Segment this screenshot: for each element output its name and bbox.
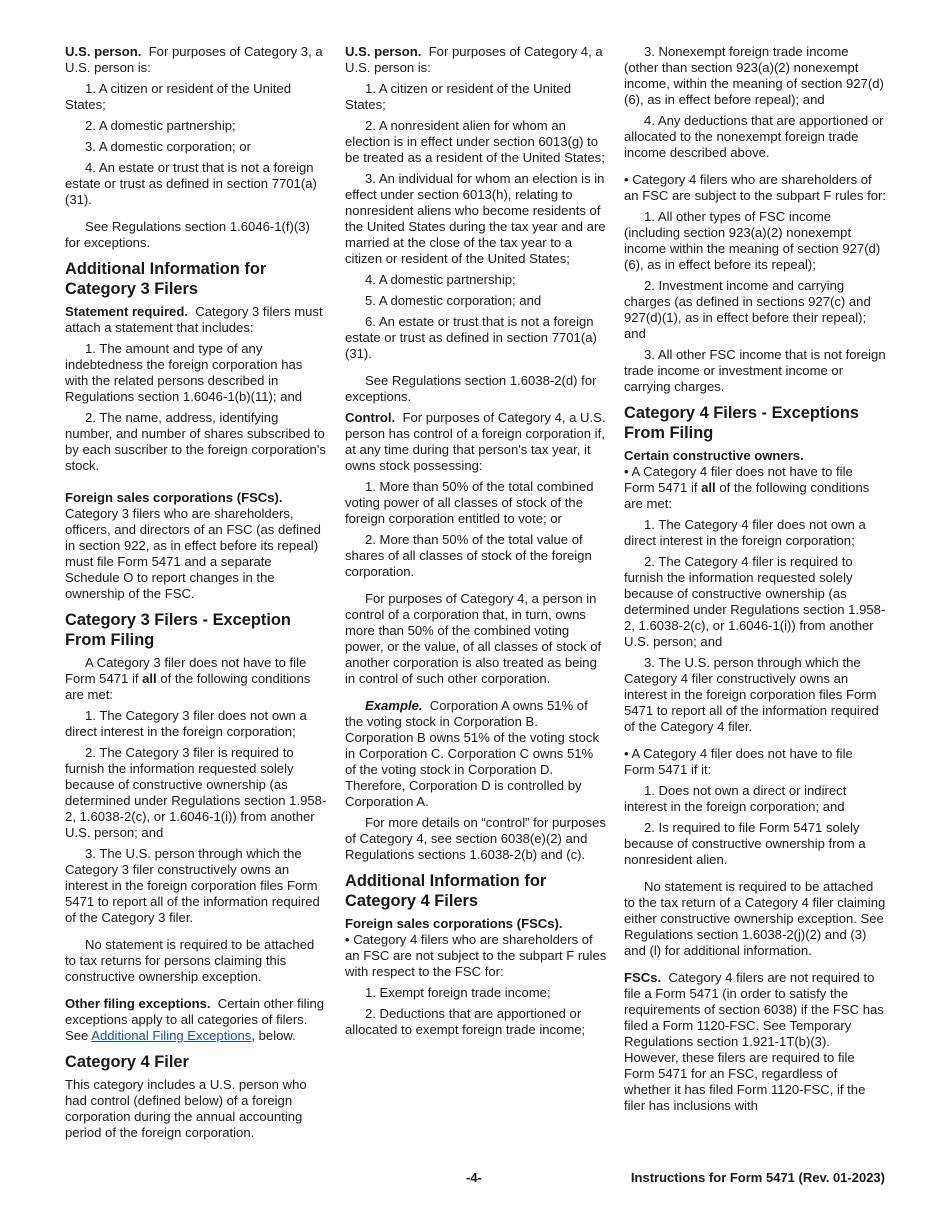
paragraph-us-person-cat3 xyxy=(65,44,327,76)
list-item: 2. The Category 3 filer is required to furnish the information requested solely because of constructive ownership (as determined under Regulations section 1.958-2, 1.6038-2(c), or 1.6046-1(i)) from another U.S. person; and xyxy=(65,745,327,840)
paragraph-us-person-cat4 xyxy=(345,44,607,76)
lead-us-person: U.S. person. xyxy=(65,44,142,59)
text-exc-intro-bold: all xyxy=(142,671,157,686)
list-item: 6. An estate or trust that is not a foreign estate or trust as defined in section 7701(a)(31). xyxy=(345,314,597,361)
list-item: 1. More than 50% of the total combined voting power of all classes of stock of the foreign corporation entitled to vote; or xyxy=(345,479,594,526)
list-item: 2. More than 50% of the total value of shares of all classes of stock of the foreign corporation. xyxy=(345,532,592,579)
paragraph-statement-required xyxy=(65,304,327,336)
list-item: 3. A domestic corporation; or xyxy=(85,139,251,154)
paragraph-purposes: For purposes of Category 4, a person in control of a corporation that, in turn, owns more than 50% of the combined voting power, or the value, of all classes of stock of another corporation is also treated as being in control of such other corporation. xyxy=(345,591,602,686)
lead-us-person: U.S. person. xyxy=(345,44,422,59)
paragraph-cco-bullet xyxy=(624,464,886,512)
text-fscs: Category 4 filers are not required to file a Form 5471 (in order to satisfy the requirements of section 6038) if the FSC has filed a Form 1120-FSC. See Temporary Regulations section 1.921-1T(b)(3). However, these filers are required to file Form 5471 for an FSC, regardless of whether it has filed Form 1120-FSC, if the filer has inclusions with xyxy=(624,970,884,1113)
list-item: 1. The Category 4 filer does not own a direct interest in the foreign corporation; xyxy=(624,517,866,548)
list-item: 2. A domestic partnership; xyxy=(85,118,236,133)
text-cco-b: of the following conditions are met: xyxy=(624,480,870,511)
lead-other-exceptions: Other filing exceptions. xyxy=(65,996,211,1011)
list-item: 1. A citizen or resident of the United States; xyxy=(65,81,291,112)
text-us-person: For purposes of Category 3, a U.S. person is: xyxy=(65,44,323,75)
text-cco-bold: all xyxy=(701,480,716,495)
lead-example: Example. xyxy=(365,698,423,713)
column-3 xyxy=(624,44,886,1119)
paragraph-example xyxy=(345,698,607,810)
list-item: 1. The Category 3 filer does not own a direct interest in the foreign corporation; xyxy=(65,708,307,739)
lead-fscs: FSCs. xyxy=(624,970,662,985)
list-item: 5. A domestic corporation; and xyxy=(365,293,542,308)
paragraph-fsc-cat3: Category 3 filers who are shareholders, officers, and directors of an FSC (as defined in section 922, as in effect before its repeal) must file Form 5471 and a separate Schedule O to report changes in the ownership of the FSC. xyxy=(65,506,321,601)
list-item: 1. The amount and type of any indebtedness the foreign corporation has with the related persons described in Regulations section 1.6046-1(b)(11); and xyxy=(65,341,303,404)
paragraph-bullet-subpart-f: • Category 4 filers who are shareholders of an FSC are subject to the subpart F rules for: xyxy=(624,172,886,203)
paragraph-no-statement-cat3: No statement is required to be attached to tax returns for persons claiming this constructive ownership exception. xyxy=(65,937,315,984)
paragraph-category-4-filer: This category includes a U.S. person who had control (defined below) of a foreign corporation during the annual accounting period of the foreign corporation. xyxy=(65,1077,307,1140)
paragraph-more-details: For more details on “control” for purposes of Category 4, see section 6038(e)(2) and Regulations sections 1.6038-2(b) and (c). xyxy=(345,815,606,862)
heading-category-4-filer: Category 4 Filer xyxy=(65,1053,189,1071)
lead-fsc-cat4: Foreign sales corporations (FSCs). xyxy=(345,916,563,931)
link-additional-filing-exceptions[interactable]: Additional Filing Exceptions xyxy=(91,1028,252,1043)
text-statement-required: Category 3 filers must attach a statement that includes: xyxy=(65,304,323,335)
paragraph-fsc-bullet: • Category 4 filers who are shareholders of an FSC are not subject to the subpart F rules with respect to the FSC for: xyxy=(345,932,607,979)
paragraph-other-exceptions xyxy=(65,996,327,1044)
text-other-b: , below. xyxy=(251,1028,296,1043)
list-item: 2. The Category 4 filer is required to furnish the information requested solely because of constructive ownership (as determined under Regulations section 1.958-2, 1.6038-2(c), or 1.6046-1(i)) from another U.S. person; and xyxy=(624,554,886,649)
text-exc-intro-a: A Category 3 filer does not have to file Form 5471 if xyxy=(65,655,307,686)
document-page xyxy=(65,44,885,1154)
list-item: 2. Is required to file Form 5471 solely because of constructive ownership from a nonresident alien. xyxy=(624,820,866,867)
list-item: 3. The U.S. person through which the Category 3 filer constructively owns an interest in the foreign corporation files Form 5471 to report all of the information required of the Category 3 filer. xyxy=(65,846,320,925)
paragraph-fscs xyxy=(624,970,886,1114)
list-item: 1. A citizen or resident of the United States; xyxy=(345,81,571,112)
list-item: 3. Nonexempt foreign trade income (other than section 923(a)(2) nonexempt income, within the meaning of section 927(d)(6), as in effect before repeal); and xyxy=(624,44,884,107)
text-other-a: Certain other filing exceptions apply to all categories of filers. See xyxy=(65,996,325,1043)
text-us-person: For purposes of Category 4, a U.S. person is: xyxy=(345,44,603,75)
text-example: Corporation A owns 51% of the voting stock in Corporation B. Corporation B owns 51% of the voting stock in Corporation C. Corporation C owns 51% of the voting stock in Corporation D. Therefore, Corporation D is controlled by Corporation A. xyxy=(345,698,600,809)
heading-additional-info-cat4: Additional Information for Category 4 Filers xyxy=(345,872,547,910)
lead-statement-required: Statement required. xyxy=(65,304,188,319)
text-control: For purposes of Category 4, a U.S. person has control of a foreign corporation if, at any time during that person's tax year, it owns stock possessing: xyxy=(345,410,606,473)
list-item: 3. All other FSC income that is not foreign trade income or investment income or carrying charges. xyxy=(624,347,886,394)
paragraph-control xyxy=(345,410,607,474)
list-item: 1. Does not own a direct or indirect interest in the foreign corporation; and xyxy=(624,783,847,814)
heading-exceptions-cat4: Category 4 Filers - Exceptions From Filing xyxy=(624,404,860,442)
list-item: 2. A nonresident alien for whom an election is in effect under section 6013(g) to be treated as a resident of the United States; xyxy=(345,118,605,165)
paragraph-no-statement-cat4: No statement is required to be attached to the tax return of a Category 4 filer claiming either constructive ownership exception. See Regulations section 1.6038-2(j)(2) and (3) and (l) for additional information. xyxy=(624,879,886,958)
list-item: 4. A domestic partnership; xyxy=(365,272,516,287)
page-number: -4- xyxy=(466,1170,482,1185)
list-item: 2. The name, address, identifying number, and number of shares subscribed to by each suscriber to the foreign corporation's stock. xyxy=(65,410,326,473)
list-item: 1. All other types of FSC income (including section 923(a)(2) nonexempt income within the meaning of section 927(d)(6), as in effect before its repeal); xyxy=(624,209,881,272)
paragraph-bullet-nonresident: • A Category 4 filer does not have to file Form 5471 if it: xyxy=(624,746,853,777)
column-1 xyxy=(65,44,327,1146)
text-cco-a: • A Category 4 filer does not have to file Form 5471 if xyxy=(624,464,853,495)
list-item: 4. Any deductions that are apportioned or allocated to the nonexempt foreign trade income described above. xyxy=(624,113,884,160)
paragraph-see-regs: See Regulations section 1.6038-2(d) for exceptions. xyxy=(345,373,597,404)
lead-constructive-owners: Certain constructive owners. xyxy=(624,448,804,463)
column-2 xyxy=(345,44,607,1043)
heading-exception-cat3: Category 3 Filers - Exception From Filing xyxy=(65,611,291,649)
lead-control: Control. xyxy=(345,410,396,425)
lead-fsc-cat3: Foreign sales corporations (FSCs). xyxy=(65,490,283,505)
list-item: 2. Investment income and carrying charges (as defined in sections 927(c) and 927(d)(1), as in effect before their repeal); and xyxy=(624,278,871,341)
list-item: 3. An individual for whom an election is in effect under section 6013(h), relating to nonresident aliens who become residents of the United States during the tax year and are married at the close of the tax year to a citizen or resident of the United States; xyxy=(345,171,606,266)
paragraph-see-regs: See Regulations section 1.6046-1(f)(3) for exceptions. xyxy=(65,219,310,250)
list-item: 3. The U.S. person through which the Category 4 filer constructively owns an interest in the foreign corporation files Form 5471 to report all of the information required of the Category 4 filer. xyxy=(624,655,879,734)
document-title: Instructions for Form 5471 (Rev. 01-2023) xyxy=(630,1170,885,1185)
paragraph-exception-intro xyxy=(65,655,327,703)
heading-additional-info-cat3: Additional Information for Category 3 Filers xyxy=(65,260,267,298)
text-exc-intro-b: of the following conditions are met: xyxy=(65,671,311,702)
list-item: 1. Exempt foreign trade income; xyxy=(365,985,551,1000)
list-item: 4. An estate or trust that is not a foreign estate or trust as defined in section 7701(a)(31). xyxy=(65,160,317,207)
list-item: 2. Deductions that are apportioned or allocated to exempt foreign trade income; xyxy=(345,1006,586,1037)
